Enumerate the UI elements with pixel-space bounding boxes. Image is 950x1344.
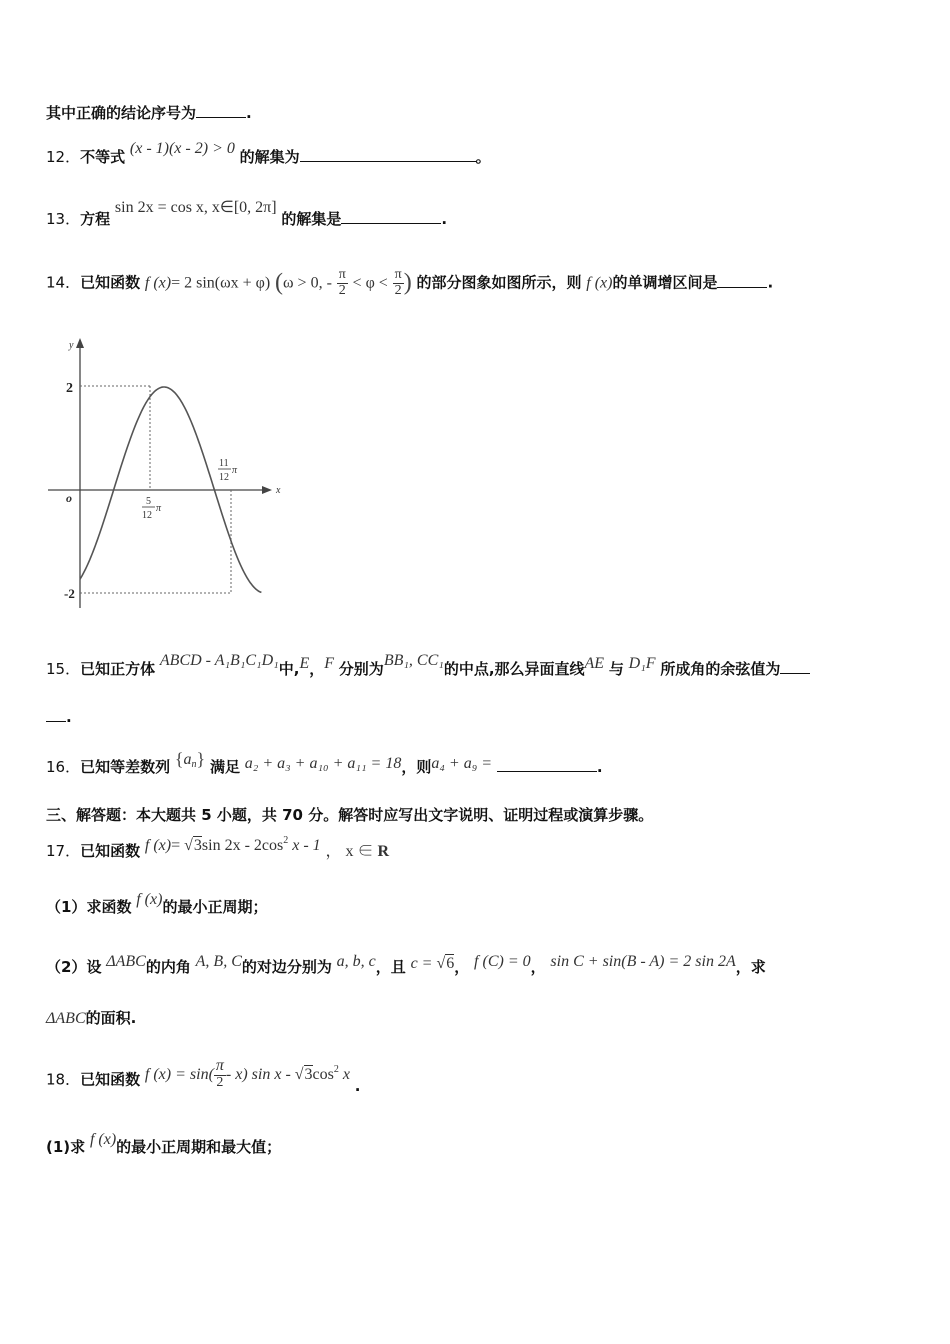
question-17-part-2-continued: ΔABC的面积. — [46, 1009, 137, 1027]
answer-blank-13[interactable] — [341, 222, 441, 224]
tick-5-12-num: 5 — [146, 496, 151, 507]
y-axis-label: y — [69, 340, 74, 351]
question-13: 13．方程 sin 2x = cos x, x∈[0, 2π] 的解集是 . — [46, 199, 448, 228]
answer-blank-15-cont[interactable] — [46, 720, 66, 722]
tick-5-12-pi: π — [156, 503, 162, 514]
x-axis-arrow — [262, 486, 272, 494]
tick-11-12-num: 11 — [219, 458, 229, 469]
x-axis-label: x — [276, 485, 281, 496]
question-17: 17．已知函数 f (x)= √3sin $2x - 2\cos^2$ x - 1 ， x ∈ R — [46, 835, 390, 860]
answer-blank-12[interactable] — [300, 160, 476, 162]
question-15: 15．已知正方体 ABCD - A₁B₁C₁D₁中,E，F 分别为BB₁, CC₁的中点,那么异面直线AE 与 D₁F 所成角的余弦值为 — [46, 658, 810, 679]
q17-formula: f (x)= √3sin $2x - 2\cos^2$ x - 1 — [144, 835, 321, 854]
answer-blank-11[interactable] — [196, 116, 246, 118]
question-18-part-1: (1)求 f (x)的最小正周期和最大值； — [46, 1131, 282, 1156]
origin-label: o — [66, 491, 72, 505]
frac-neg-pi-over-2: $\frac{\pi}{2}$ — [338, 267, 346, 298]
question-16: 16．已知等差数列 $\{a_n\}$ 满足 a₂ + a₃ + a₁₀ + a₁₁ = 18，则a₄ + a₉ = . — [46, 749, 603, 776]
sine-graph — [44, 330, 284, 615]
frac-pi-over-2: $\frac{\pi}{2}$ — [215, 1057, 224, 1090]
ymax-label: 2 — [66, 381, 73, 396]
q11-tail: 其中正确的结论序号为 . — [46, 104, 252, 122]
question-17-part-1: （1）求函数 f (x)的最小正周期； — [46, 891, 268, 916]
answer-blank-14[interactable] — [717, 286, 767, 288]
answer-blank-15[interactable] — [780, 672, 810, 674]
ymin-label: -2 — [64, 586, 75, 601]
q18-formula: f (x) = sin( $\frac{\pi}{2}$ - x) sin x - $√3\cos^2$ x — [144, 1057, 350, 1090]
question-12: 12．不等式 (x - 1)(x - 2) > 0 的解集为 。 — [46, 140, 491, 166]
tick-5-12-den: 12 — [142, 510, 152, 521]
section-3-heading: 三、解答题：本大题共 5 小题，共 70 分。解答时应写出文字说明、证明过程或演算步骤。 — [46, 806, 654, 824]
inequality-expr: (x - 1)(x - 2) > 0 — [129, 140, 235, 157]
sequence-an: $\{a_n\}$ — [174, 749, 206, 770]
equation-expr: sin 2x = cos x, x∈[0, 2π] — [114, 199, 277, 216]
y-axis-arrow — [76, 338, 84, 348]
question-18: 18．已知函数 f (x) = sin( $\frac{\pi}{2}$ - x) sin x - $√3\cos^2$ x . — [46, 1057, 361, 1095]
question-14: 14．已知函数 f (x)= 2 sin(ωx + φ) (ω > 0, - $\frac{\pi}{2}$ < φ < $\frac{\pi}{2}$ ) 的部分图象如图所示，则 f (x)的单调增区间是 . — [46, 267, 774, 298]
tick-11-12-pi: π — [232, 465, 238, 476]
question-17-part-2: （2）设 ΔABC的内角 A, B, C的对边分别为 a, b, c，且 c = √6， f (C) = 0， sin C + sin(B - A) = 2 sin 2A，求 — [46, 953, 766, 976]
answer-blank-16[interactable] — [497, 770, 597, 772]
tick-11-12-den: 12 — [219, 472, 229, 483]
frac-pi-over-2: $\frac{\pi}{2}$ — [394, 267, 402, 298]
question-15-continued: . — [46, 708, 72, 726]
